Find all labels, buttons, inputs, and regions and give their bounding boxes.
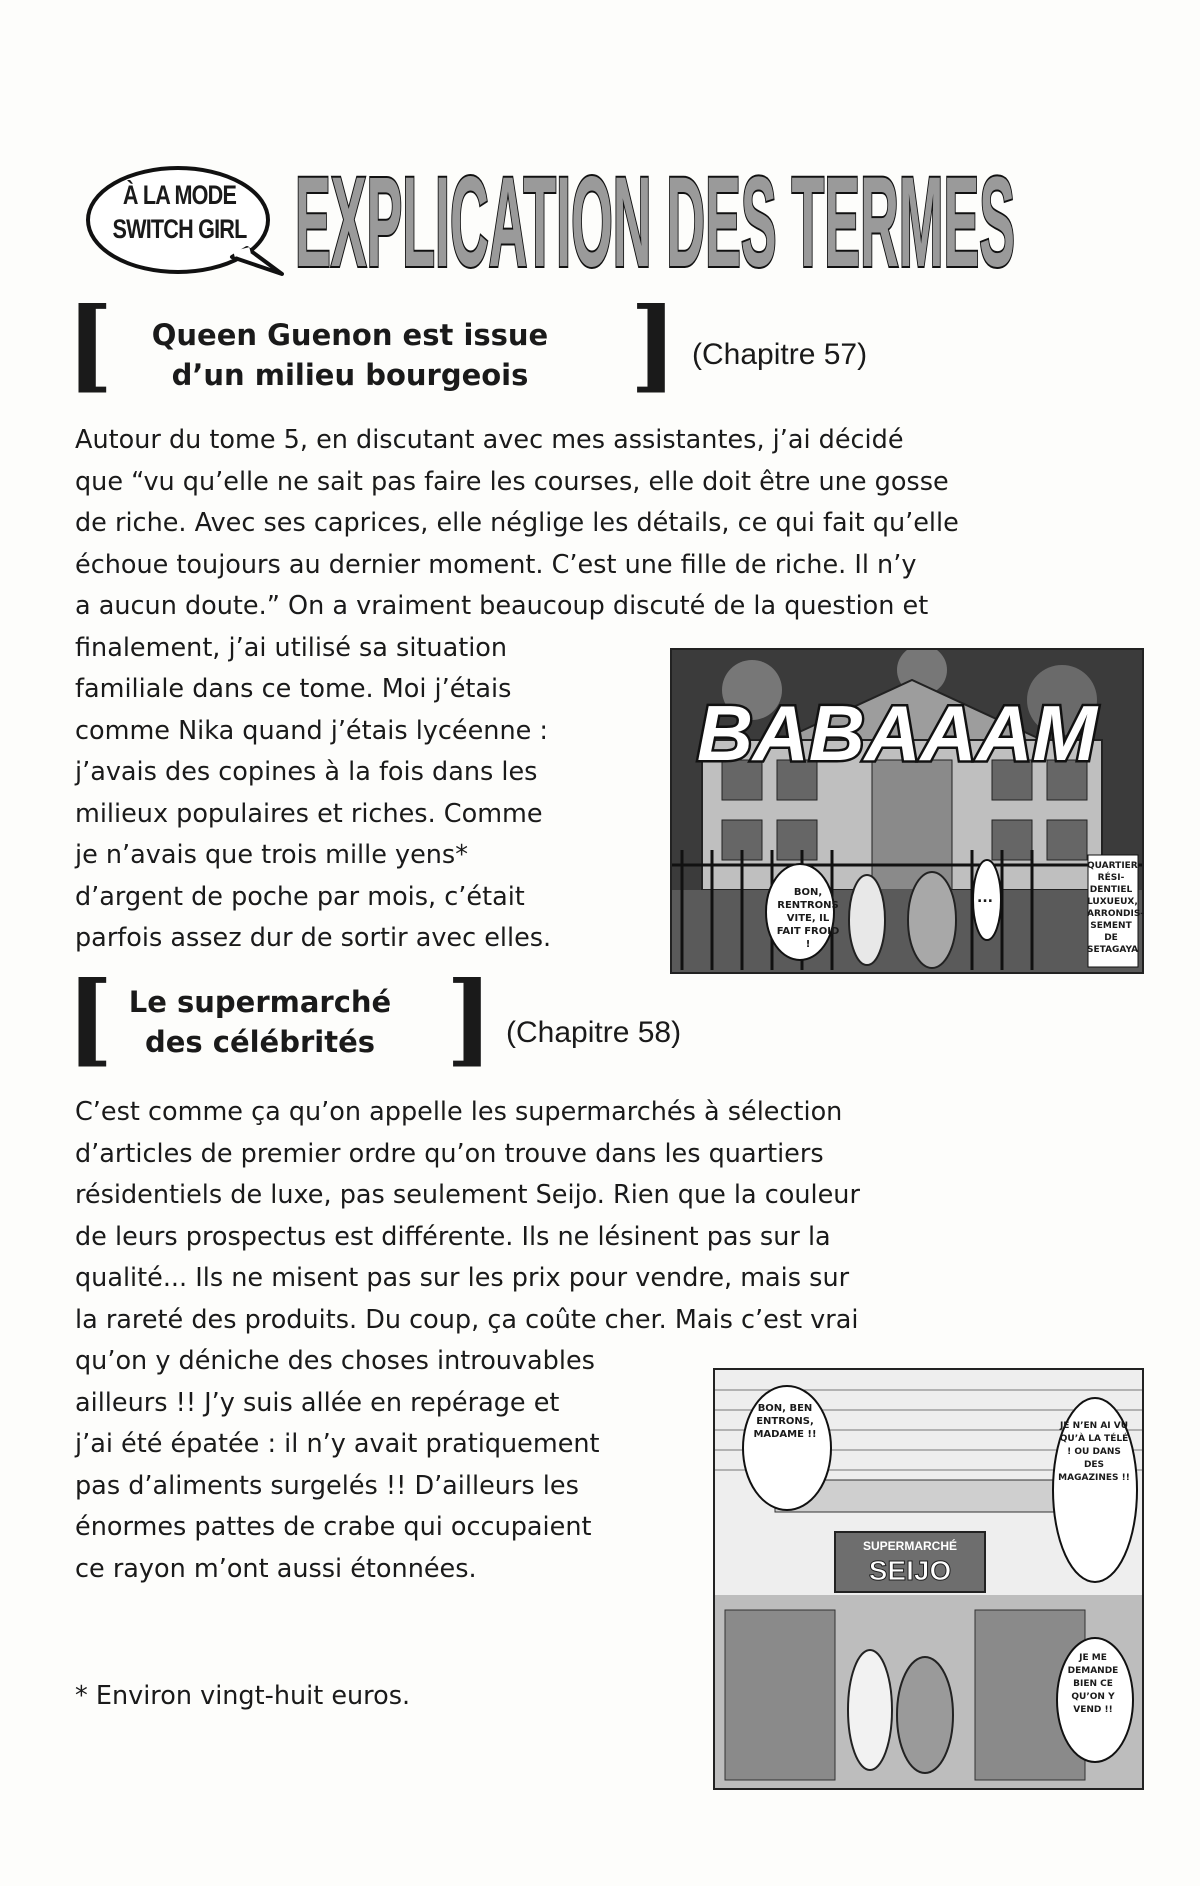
panel-2-bubble-right-top: JE N’EN AI VU QU’À LA TÉLÉ ! OU DANS DES MAGAZINES !! [1058, 1421, 1130, 1483]
text-line: ailleurs !! J’y suis allée en repérage et [75, 1387, 560, 1418]
text-line: d’articles de premier ordre qu’on trouve dans les quartiers [75, 1138, 824, 1169]
text-line: qu’on y déniche des choses introuvables [75, 1346, 595, 1376]
text-line: échoue toujours au dernier moment. C’est une fille de riche. Il n’y [75, 549, 917, 580]
panel-1-caption: QUARTIER RÉSI-DENTIEL LUXUEUX, ARRONDIS-SEMENT DE SETAGAYA [1087, 861, 1145, 955]
panel-2-bubble-right-bottom: JE ME DEMANDE BIEN CE QU’ON Y VEND !! [1067, 1653, 1119, 1715]
text-line: la rareté des produits. Du coup, ça coûte cher. Mais c’est vrai [75, 1304, 859, 1335]
panel-1-bubble-left: BON, RENTRONS VITE, IL FAIT FROID ! [776, 887, 840, 950]
section-2-chapter: (Chapitre 58) [506, 1016, 682, 1049]
series-line-1: À LA MODE [122, 180, 237, 210]
page-title [290, 150, 1020, 290]
text-line: C’est comme ça qu’on appelle les supermarchés à sélection [75, 1097, 843, 1127]
page-title-text: EXPLICATION DES TERMES [295, 151, 1015, 290]
text-line: de riche. Avec ses caprices, elle néglige les détails, ce qui fait qu’elle [75, 508, 959, 538]
text-line: de leurs prospectus est différente. Ils ne lésinent pas sur la [75, 1221, 831, 1252]
bracket-close-icon: ] [630, 285, 678, 403]
bracket-open-icon: [ [66, 959, 114, 1077]
store-sign-small: SUPERMARCHÉ [862, 1539, 958, 1553]
store-sign-big: SEIJO [868, 1555, 952, 1586]
text-line: a aucun doute.” On a vraiment beaucoup discuté de la question et [75, 591, 929, 621]
text-line: finalement, j’ai utilisé sa situation [75, 632, 508, 663]
text-line: que “vu qu’elle ne sait pas faire les courses, elle doit être une gosse [75, 466, 949, 497]
footnote: * Environ vingt-huit euros. [75, 1681, 411, 1711]
text-line: d’argent de poche par mois, c’était [75, 881, 525, 912]
section-2-title-line-2: des célébrités [144, 1025, 376, 1059]
text-line: ce rayon m’ont aussi étonnées. [75, 1553, 477, 1584]
text-line: pas d’aliments surgelés !! D’ailleurs les [75, 1470, 579, 1501]
text-line: j’ai été épatée : il n’y avait pratiquement [75, 1429, 600, 1459]
manga-panel-mansion [670, 648, 1144, 974]
series-name [110, 178, 250, 246]
section-1-title-line-1: Queen Guenon est issue [151, 318, 549, 352]
panel-2-bubble-left: BON, BEN ENTRONS, MADAME !! [753, 1403, 817, 1440]
section-1-title [120, 315, 580, 395]
text-line: Autour du tome 5, en discutant avec mes assistantes, j’ai décidé [75, 425, 904, 455]
section-2-title-line-1: Le supermarché [128, 985, 392, 1019]
text-line: je n’avais que trois mille yens* [75, 840, 468, 870]
bracket-open-icon: [ [66, 285, 114, 403]
text-line: j’avais des copines à la fois dans les [75, 757, 538, 787]
text-line: qualité... Ils ne misent pas sur les prix pour vendre, mais sur [75, 1263, 850, 1293]
section-1-chapter: (Chapitre 57) [692, 338, 868, 371]
text-line: milieux populaires et riches. Comme [75, 798, 543, 829]
section-1-title-line-2: d’un milieu bourgeois [171, 358, 529, 392]
sfx-text: BABAAAM [697, 689, 1100, 777]
section-2-title [120, 982, 400, 1062]
text-line: comme Nika quand j’étais lycéenne : [75, 715, 548, 746]
text-line: familiale dans ce tome. Moi j’étais [75, 674, 512, 704]
panel-1-bubble-mid: ... [977, 890, 993, 906]
text-line: résidentiels de luxe, pas seulement Seijo. Rien que la couleur [75, 1180, 860, 1210]
series-line-2: SWITCH GIRL [112, 214, 247, 244]
text-line: énormes pattes de crabe qui occupaient [75, 1512, 592, 1542]
text-line: parfois assez dur de sortir avec elles. [75, 923, 552, 953]
bracket-close-icon: ] [446, 959, 494, 1077]
mansion-illustration [672, 650, 1145, 972]
